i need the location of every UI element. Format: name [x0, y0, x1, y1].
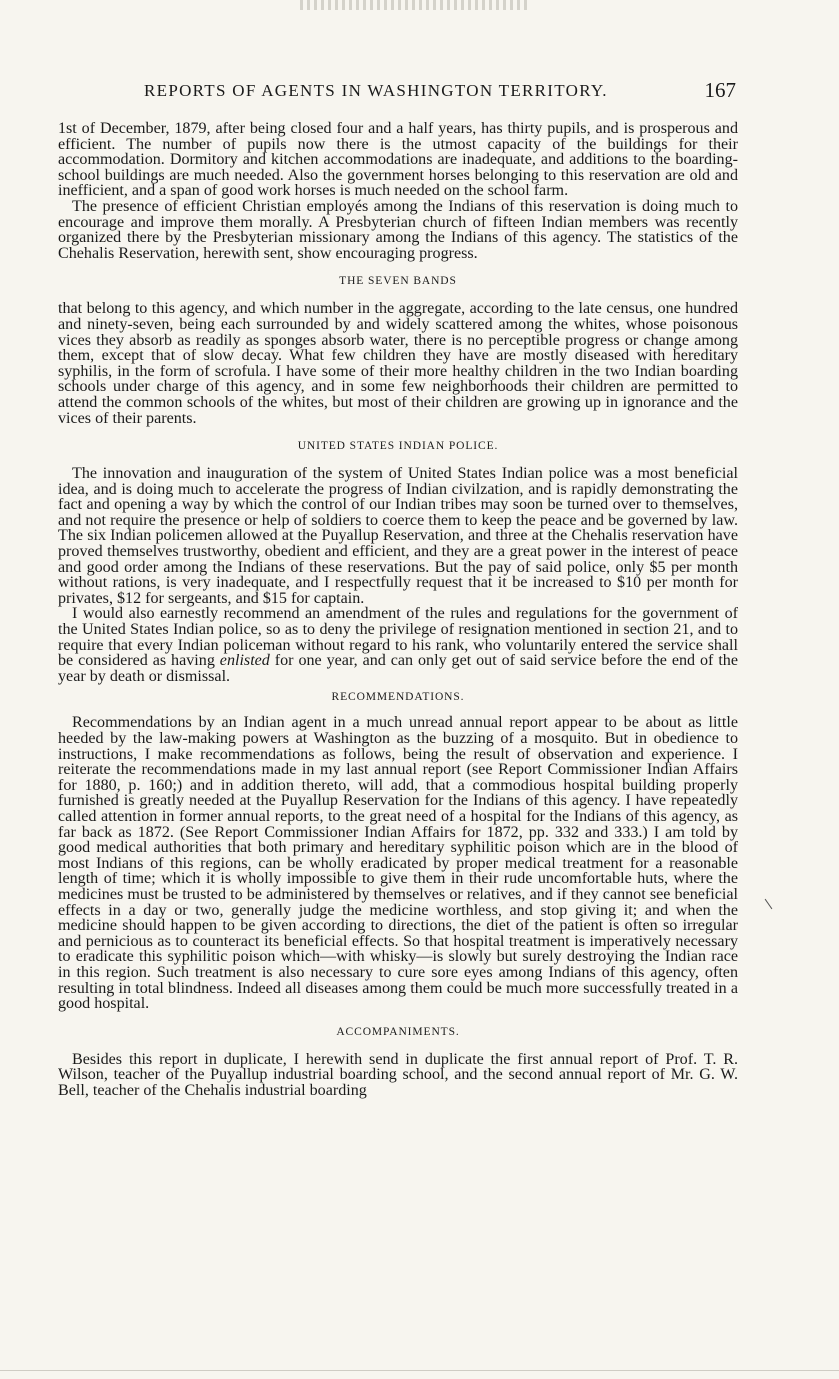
amendment-text-end: for one year, and can only get out of said service before the end of the year by death or dismissal. — [58, 652, 738, 685]
section-heading-accompaniments: ACCOMPANIMENTS. — [336, 1025, 460, 1038]
paragraph-police-amendment — [58, 606, 738, 684]
page-bottom-edge — [0, 1370, 839, 1371]
section-heading-seven-bands: THE SEVEN BANDS — [339, 275, 457, 288]
italic-enlisted: enlisted — [219, 652, 270, 670]
body-text — [58, 121, 738, 1098]
paragraph-school-continued: 1st of December, 1879, after being closed four and a half years, has thirty pupils, and is prosperous and efficient. The number of pupils now there is the utmost capacity of the buildings for their accommodation. Dormitory and kitchen accommodations are inadequate, and additions to the boarding-school buildings are much needed. Also the government horses belonging to this reservation are old and inefficient, and a span of good work horses is much needed on the school farm. — [58, 120, 738, 200]
paragraph-christian-employes: The presence of efficient Christian employés among the Indians of this reservation is doing much to encourage and improve them morally. A Presbyterian church of fifteen Indian members was recently organized there by the Presbyterian missionary among the Indians of this agency. The statistics of the Chehalis Reservation, herewith sent, show encouraging progress. — [58, 197, 738, 262]
paragraph-indian-police: The innovation and inauguration of the system of United States Indian police was a most beneficial idea, and is doing much to accelerate the progress of Indian civilzation, and is rapidly demonstrating the fact and opening a way by which the control of our Indian tribes may soon be turned over to themselves, and not require the presence or help of soldiers to coerce them to keep the peace and be governed by law. The six Indian policemen allowed at the Puyallup Reservation, and three at the Chehalis reservation have proved themselves trustworthy, obedient and efficient, and they are a great power in the interest of peace and good order among the Indians of these reservations. But the pay of said police, only $5 per month without rations, is very inadequate, and I respectfully request that it be increased to $10 per month for privates, $12 for sergeants, and $15 for captain. — [58, 465, 738, 607]
section-heading-indian-police: UNITED STATES INDIAN POLICE. — [297, 440, 499, 453]
running-header-title: REPORTS OF AGENTS IN WASHINGTON TERRITORY. — [144, 81, 608, 100]
running-header — [58, 78, 738, 102]
page-number: 167 — [704, 78, 736, 102]
paragraph-recommendations: Recommendations by an Indian agent in a much unread annual report appear to be about as little heeded by the law-making powers at Washington as the buzzing of a mosquito. But in obedience to instructions, I make recommendations as follows, being the result of observation and experience. I reiterate the recommendations made in my last annual report (see Report Commissioner Indian Affairs for 1880, p. 160;) and in addition thereto, will add, that a commodious hospital building properly furnished is greatly needed at the Puyallup Reservation for the Indians of this agency. I have repeatedly called attention in former annual reports, to the great need of a hospital for the Indians of this agency, as far back as 1872. (See Report Commissioner Indian Affairs for 1872, pp. 332 and 333.) I am told by good medical authorities that both primary and hereditary syphilitic poison which are in the blood of most Indians of this regions, can be wholly eradicated by proper medical treatment for a reasonable length of time; which it is wholly impossible to give them in their rude uncomfortable huts, where the medicines must be trusted to be administered by themselves or relatives, and if they cannot see beneficial effects in a day or two, generally judge the medicine worthless, and stop giving it; and when the medicine should happen to be given according to directions, the diet of the patient is often so irregular and pernicious as to counteract its beneficial effects. So that hospital treatment is imperatively necessary to eradicate this syphilitic poison which—with whisky—is slowly but surely destroying the Indian race in this region. Such treatment is also necessary to cure sore eyes among Indians of this agency, often resulting in total blindness. Indeed all diseases among them could be much more successfully treated in a good hospital. — [58, 714, 738, 1013]
section-heading-recommendations: RECOMMENDATIONS. — [331, 691, 465, 704]
top-scan-smudge — [300, 0, 530, 10]
amendment-text-start: I would also earnestly recommend an amendment of the rules and regulations for the government of the United States Indian police, so as to deny the privilege of resignation mentioned in section 21, and to require that every Indian policeman without regard to his rank, who voluntarily entered the service shall be considered as having — [58, 605, 738, 670]
paragraph-seven-bands: that belong to this agency, and which number in the aggregate, according to the late census, one hundred and ninety-seven, being each surrounded by and widely scattered among the whites, whose poisonous vices they absorb as readily as sponges absorb water, there is no perceptible progress or change among them, except that of slow decay. What few children they have are mostly diseased with hereditary syphilis, in the form of scrofula. I have some of their more healthy children in the two Indian boarding schools under charge of this agency, and in some few neighborhoods their children are permitted to attend the common schools of the whites, but most of their children are growing up in ignorance and the vices of their parents. — [58, 300, 738, 427]
margin-pencil-mark — [765, 899, 773, 909]
paragraph-accompaniments: Besides this report in duplicate, I herewith send in duplicate the first annual report of Prof. T. R. Wilson, teacher of the Puyallup industrial boarding school, and the second annual report of Mr. G. W. Bell, teacher of the Chehalis industrial boarding — [58, 1050, 738, 1099]
